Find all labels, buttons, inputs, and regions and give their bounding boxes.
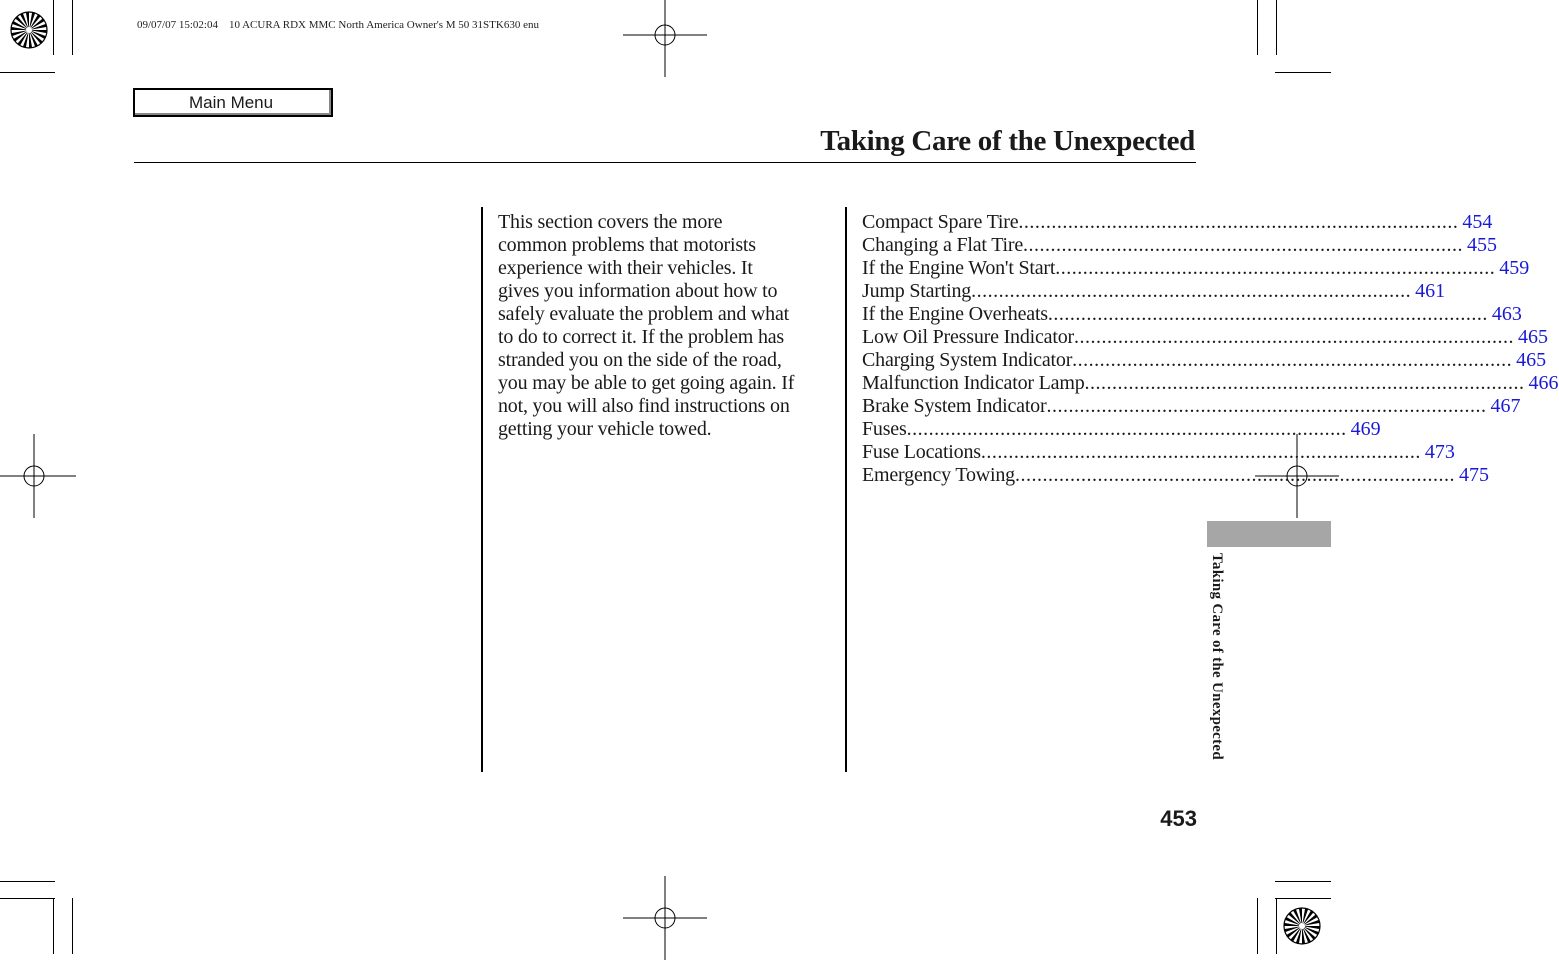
toc-entry-label: Jump Starting [862,280,972,302]
section-tab [1207,521,1331,547]
toc-page-link[interactable]: 459 [1499,257,1530,279]
toc-entry-label: If the Engine Overheats [862,303,1048,325]
toc-leader-dots: ................................................................................ [1084,372,1525,394]
toc-entry-label: Malfunction Indicator Lamp [862,372,1085,394]
page-number: 453 [1160,806,1197,831]
main-menu-label: Main Menu [189,93,274,112]
toc-entry[interactable] [862,211,1493,234]
toc-entry[interactable] [862,441,1455,464]
section-side-label: Taking Care of the Unexpected [1209,553,1225,761]
toc-page-link[interactable]: 467 [1490,395,1521,417]
toc-entry-label: Changing a Flat Tire [862,234,1024,256]
toc-page-link[interactable]: 473 [1424,441,1455,463]
toc-entry[interactable] [862,280,1446,303]
title-rule [134,162,1196,163]
intro-line: not, you will also find instructions on [498,395,790,417]
toc-leader-dots: ................................................................................ [1046,395,1487,417]
intro-line: gives you information about how to [498,280,778,302]
column-divider [481,207,483,772]
intro-line: you may be able to get going again. If [498,372,795,394]
registration-crosshair-icon [623,876,707,960]
toc-page-link[interactable]: 454 [1462,211,1493,233]
toc-page-link[interactable]: 475 [1458,464,1489,486]
toc-leader-dots: ................................................................................ [1072,349,1513,371]
toc-leader-dots: ................................................................................ [1047,303,1488,325]
toc-entry[interactable] [862,326,1548,349]
sunburst-mark-icon [1282,906,1322,946]
toc-entry[interactable] [862,395,1521,418]
toc-entry-label: Emergency Towing [862,464,1015,486]
toc-entry[interactable] [862,418,1381,441]
toc-leader-dots: ................................................................................ [1023,234,1464,256]
toc-leader-dots: ................................................................................ [1055,257,1496,279]
toc-entry[interactable] [862,464,1489,487]
intro-line: experience with their vehicles. It [498,257,753,279]
intro-line: getting your vehicle towed. [498,418,712,440]
sunburst-mark-icon [9,10,49,50]
toc-leader-dots: ................................................................................ [971,280,1412,302]
toc-entry-label: Low Oil Pressure Indicator [862,326,1074,348]
toc-entry-label: Compact Spare Tire [862,211,1019,233]
toc-page-link[interactable]: 461 [1415,280,1446,302]
toc-entry-label: Fuses [862,418,907,440]
toc-leader-dots: ................................................................................ [1018,211,1459,233]
print-info: 09/07/07 15:02:04 10 ACURA RDX MMC North America Owner's M 50 31STK630 enu [137,19,539,31]
toc-page-link[interactable]: 469 [1350,418,1381,440]
intro-paragraph [498,211,838,441]
toc-entry[interactable] [862,372,1559,395]
toc-leader-dots: ................................................................................ [1014,464,1455,486]
toc-leader-dots: ................................................................................ [1073,326,1514,348]
section-contents-list [862,211,1559,487]
intro-line: This section covers the more [498,211,723,233]
column-divider [845,207,847,772]
registration-crosshair-icon [623,0,707,77]
toc-entry-label: Fuse Locations [862,441,981,463]
page-title: Taking Care of the Unexpected [820,125,1195,157]
toc-entry[interactable] [862,257,1530,280]
intro-line: common problems that motorists [498,234,756,256]
toc-page-link[interactable]: 455 [1467,234,1498,256]
toc-entry[interactable] [862,303,1522,326]
toc-page-link[interactable]: 465 [1516,349,1547,371]
toc-entry-label: If the Engine Won't Start [862,257,1056,279]
toc-leader-dots: ................................................................................ [906,418,1347,440]
toc-entry-label: Charging System Indicator [862,349,1073,371]
toc-entry[interactable] [862,234,1498,257]
intro-line: stranded you on the side of the road, [498,349,782,371]
toc-leader-dots: ................................................................................ [980,441,1421,463]
toc-entry-label: Brake System Indicator [862,395,1047,417]
intro-line: to do to correct it. If the problem has [498,326,784,348]
toc-page-link[interactable]: 466 [1528,372,1559,394]
toc-page-link[interactable]: 465 [1517,326,1548,348]
toc-page-link[interactable]: 463 [1491,303,1522,325]
registration-crosshair-icon [0,434,76,518]
intro-line: safely evaluate the problem and what [498,303,790,325]
toc-entry[interactable] [862,349,1547,372]
main-menu-button[interactable] [133,88,333,117]
